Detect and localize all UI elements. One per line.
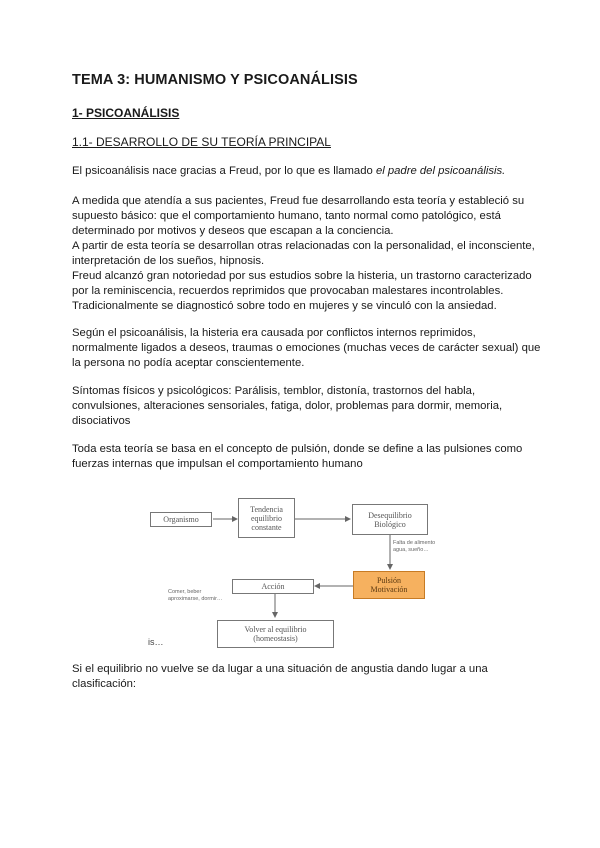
- box-volver-line1: Volver al equilibrio: [244, 625, 307, 634]
- paragraph-intro-italic: el padre del psicoanálisis.: [375, 165, 506, 177]
- paragraph-intro: [72, 164, 542, 179]
- box-organismo-label: Organismo: [163, 515, 199, 524]
- section-heading: 1- PSICOANÁLISIS: [72, 106, 180, 120]
- paragraph-pulsion: Toda esta teoría se basa en el concepto de pulsión, donde se define a las pulsiones como fuerzas internas que impulsan el comportamiento humano: [72, 443, 523, 470]
- paragraph-freud-theory: A medida que atendía a sus pacientes, Freud fue desarrollando esta teoría y estableció su supuesto básico: que el comportamiento humano, tanto normal como patológico, está determinado por motivos y deseos que escapan a la conciencia.: [72, 195, 525, 237]
- box-pulsion-line1: Pulsión: [376, 576, 401, 585]
- box-tendencia-line3: constante: [251, 522, 282, 532]
- box-desequilibrio: [352, 504, 428, 535]
- note-accion-line2: aproximarse, dormir…: [168, 596, 223, 602]
- box-desequilibrio-line1: Desequilibrio: [368, 510, 412, 520]
- note-falta: [393, 540, 435, 554]
- note-falta-line1: Falta de alimento: [393, 540, 436, 546]
- box-organismo: [150, 512, 212, 527]
- note-falta-line2: agua, sueño…: [393, 547, 429, 553]
- box-tendencia-line1: Tendencia: [250, 504, 283, 514]
- paragraph-sintomas: Síntomas físicos y psicológicos: Parálisis, temblor, distonía, trastornos del habla, convulsiones, alteraciones sensoriales, fatiga, dolor, problemas para dormir, memoria, disociativos: [72, 385, 503, 427]
- paragraph-histeria-causes: Según el psicoanálisis, la histeria era causada por conflictos internos reprimidos, normalmente ligados a deseos, traumas o emociones (muchas veces de carácter sexual) que la persona no podía aceptar conscientemente.: [72, 327, 541, 369]
- pulsion-diagram: [140, 490, 460, 650]
- box-pulsion-line2: Motivación: [370, 585, 408, 594]
- stray-text: is…: [148, 637, 164, 647]
- box-pulsion: [353, 571, 425, 599]
- paragraph-intro-text: El psicoanálisis nace gracias a Freud, por lo que es llamado: [72, 165, 376, 177]
- paragraph-related-theories: A partir de esta teoría se desarrollan otras relacionadas con la personalidad, el inconsciente, interpretación de los sueños, hipnosis.: [72, 240, 535, 267]
- box-accion: [232, 579, 314, 594]
- note-accion-line1: Comer, beber: [168, 589, 202, 595]
- box-volver-equilibrio: [217, 620, 334, 648]
- box-volver-line2: (homeostasis): [253, 634, 298, 643]
- box-tendencia: [238, 498, 295, 538]
- page-title: TEMA 3: HUMANISMO Y PSICOANÁLISIS: [72, 72, 358, 88]
- paragraph-histeria: Freud alcanzó gran notoriedad por sus estudios sobre la histeria, un trastorno caracterizado por la reminiscencia, recuerdos reprimidos que provocaban malestares incontrolables. Tradicionalmente se diagnosticó sobre todo en mujeres y se vinculó con la ansiedad.: [72, 270, 532, 312]
- box-desequilibrio-line2: Biológico: [374, 519, 406, 529]
- box-accion-label: Acción: [261, 582, 285, 591]
- note-accion: [168, 589, 222, 603]
- box-tendencia-line2: equilibrio: [250, 513, 283, 523]
- subsection-heading: 1.1- DESARROLLO DE SU TEORÍA PRINCIPAL: [72, 135, 331, 149]
- paragraph-equilibrio: Si el equilibrio no vuelve se da lugar a una situación de angustia dando lugar a una clasificación:: [72, 663, 488, 690]
